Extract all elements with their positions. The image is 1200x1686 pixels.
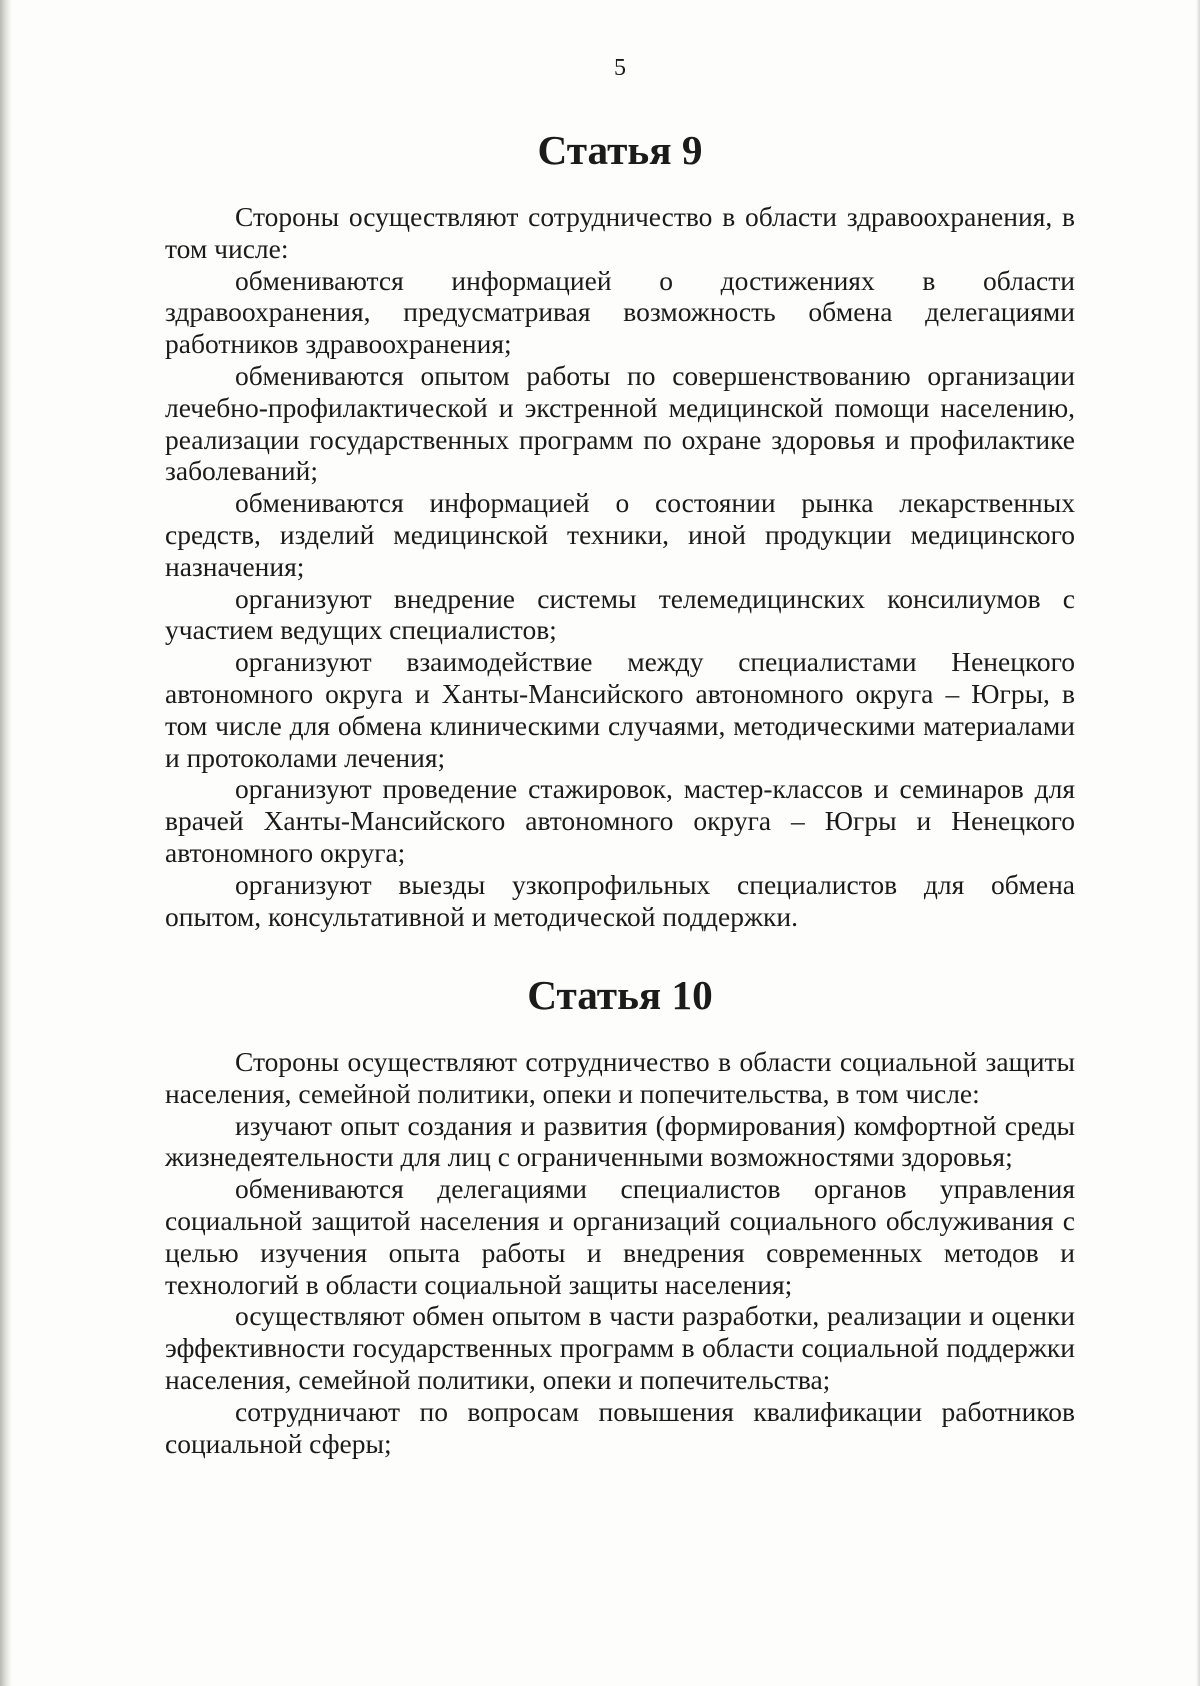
- article-9-paragraph: обмениваются информацией о достижениях в области здравоохранения, предусматривая возможность обмена делегациями работников здравоохранения;: [165, 264, 1075, 360]
- scan-edge-right: [1196, 0, 1200, 1686]
- article-10-paragraph: Стороны осуществляют сотрудничество в области социальной защиты населения, семейной политики, опеки и попечительства, в том числе:: [165, 1046, 1075, 1109]
- article-9-paragraph: Стороны осуществляют сотрудничество в области здравоохранения, в том числе:: [165, 201, 1075, 264]
- article-9-paragraph: обмениваются информацией о состоянии рынка лекарственных средств, изделий медицинской техники, иной продукции медицинского назначения;: [165, 487, 1075, 582]
- scan-edge-left: [0, 0, 12, 1686]
- article-9-body: [165, 201, 1075, 932]
- article-9-title: Статья 9: [537, 127, 703, 173]
- article-10-paragraph: осуществляют обмен опытом в части разработки, реализации и оценки эффективности государственных программ в области социальной поддержки населения, семейной политики, опеки и попечительства;: [165, 1300, 1075, 1395]
- article-10-paragraph: обмениваются делегациями специалистов органов управления социальной защитой населения и организаций социального обслуживания с целью изучения опыта работы и внедрения современных методов и технологий в области социальной защиты населения;: [165, 1173, 1075, 1300]
- page-number: 5: [614, 55, 626, 81]
- article-10-body: [165, 1046, 1075, 1459]
- article-9-paragraph: организуют взаимодействие между специалистами Ненецкого автономного округа и Ханты-Мансийского автономного округа – Югры, в том числе для обмена клиническими случаями, методическими материалами и протоколами лечения;: [165, 646, 1075, 773]
- article-9-paragraph: организуют внедрение системы телемедицинских консилиумов с участием ведущих специалистов;: [165, 582, 1075, 646]
- article-10-paragraph: сотрудничают по вопросам повышения квалификации работников социальной сферы;: [165, 1395, 1075, 1459]
- article-10-title: Статья 10: [527, 972, 713, 1018]
- article-9-paragraph: организуют проведение стажировок, мастер-классов и семинаров для врачей Ханты-Мансийского автономного округа – Югры и Ненецкого автономного округа;: [165, 773, 1075, 868]
- article-10-paragraph: изучают опыт создания и развития (формирования) комфортной среды жизнедеятельности для лиц с ограниченными возможностями здоровья;: [165, 1109, 1075, 1173]
- article-9-paragraph: обмениваются опытом работы по совершенствованию организации лечебно-профилактической и экстренной медицинской помощи населению, реализации государственных программ по охране здоровья и профилактике заболеваний;: [165, 359, 1075, 487]
- article-9-paragraph: организуют выезды узкопрофильных специалистов для обмена опытом, консультативной и методической поддержки.: [165, 868, 1075, 932]
